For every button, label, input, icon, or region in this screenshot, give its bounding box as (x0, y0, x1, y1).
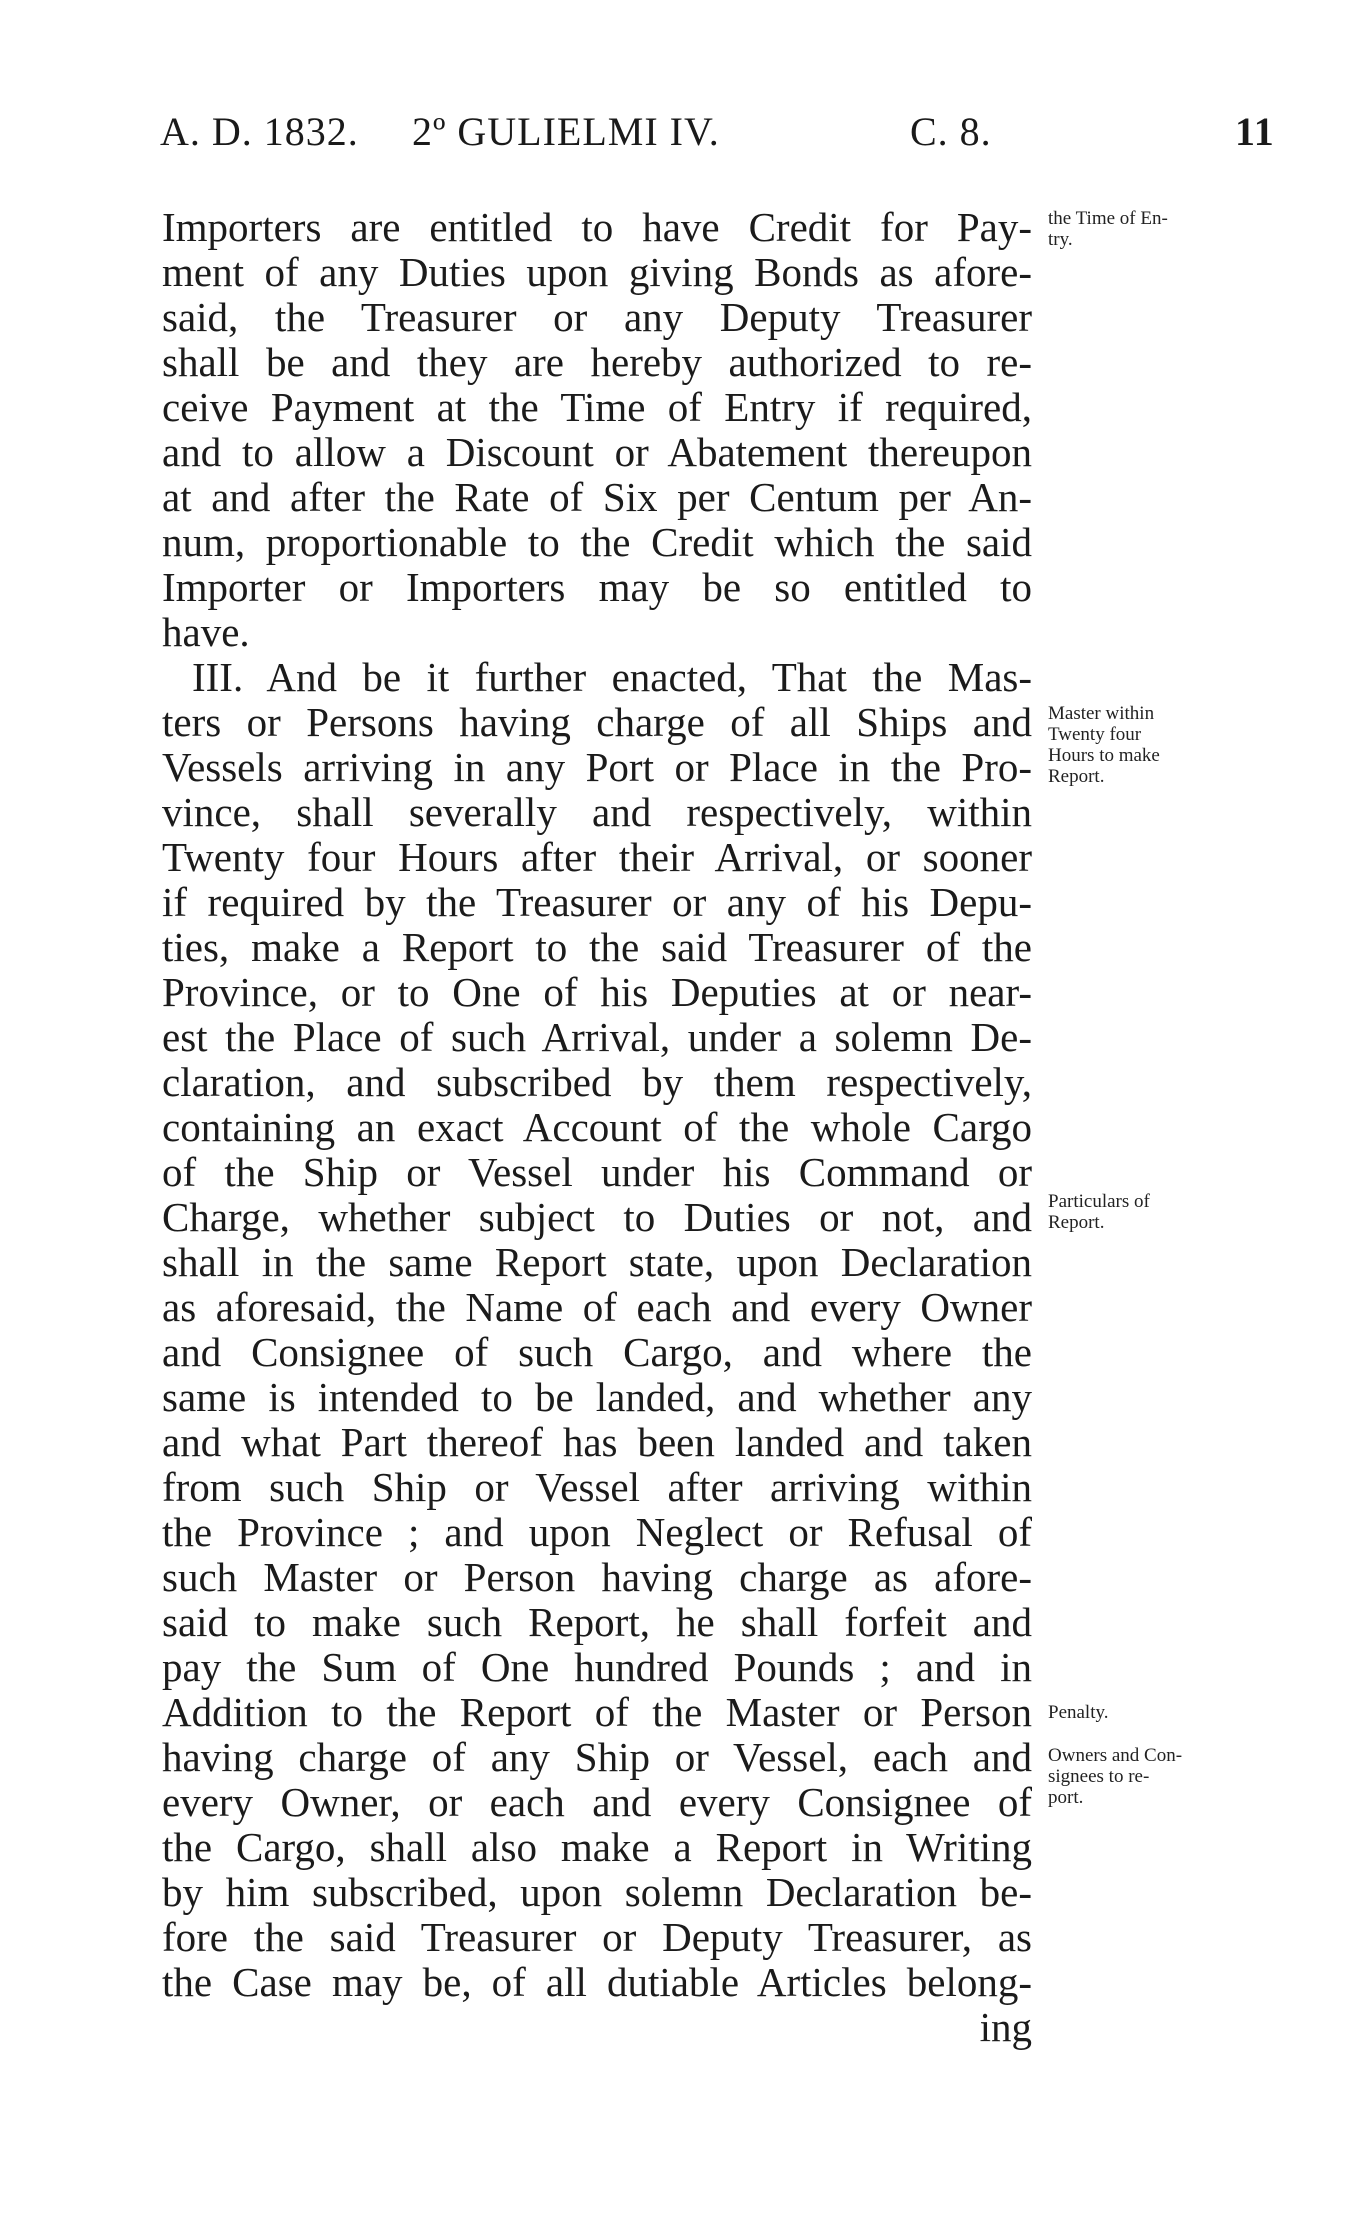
margin-note-line: port. (1048, 1787, 1084, 1808)
text-line: such Master or Person having charge as afore- (162, 1555, 1032, 1600)
margin-note-time-of-entry (1048, 208, 1258, 250)
text-line: Charge, whether subject to Duties or not, and (162, 1195, 1032, 1240)
margin-note-line: Hours to make (1048, 745, 1160, 766)
text-line: Twenty four Hours after their Arrival, or sooner (162, 835, 1032, 880)
text-line: the Province ; and upon Neglect or Refusal of (162, 1510, 1032, 1555)
text-line: ties, make a Report to the said Treasurer of the (162, 925, 1032, 970)
text-line: at and after the Rate of Six per Centum per An- (162, 475, 1032, 520)
margin-note-line: Owners and Con- (1048, 1745, 1183, 1766)
text-line: vince, shall severally and respectively, within (162, 790, 1032, 835)
text-line: claration, and subscribed by them respectively, (162, 1060, 1032, 1105)
text-line: containing an exact Account of the whole Cargo (162, 1105, 1032, 1150)
text-line: ment of any Duties upon giving Bonds as afore- (162, 250, 1032, 295)
text-line: having charge of any Ship or Vessel, each and (162, 1735, 1032, 1780)
margin-note-line: Twenty four (1048, 724, 1142, 745)
text-line: fore the said Treasurer or Deputy Treasurer, as (162, 1915, 1032, 1960)
statute-body-text (162, 205, 1032, 2050)
text-line: ters or Persons having charge of all Ships and (162, 700, 1032, 745)
margin-note-line: Report. (1048, 1212, 1105, 1233)
text-line: by him subscribed, upon solemn Declaration be- (162, 1870, 1032, 1915)
margin-note-master-report (1048, 703, 1258, 787)
section-start-line: III. And be it further enacted, That the Mas- (192, 655, 1032, 700)
text-line: Importers are entitled to have Credit for Pay- (162, 205, 1032, 250)
text-line: Addition to the Report of the Master or Person (162, 1690, 1032, 1735)
text-line: the Cargo, shall also make a Report in Writing (162, 1825, 1032, 1870)
text-line: from such Ship or Vessel after arriving within (162, 1465, 1032, 1510)
text-line: the Case may be, of all dutiable Articles belong- (162, 1960, 1032, 2005)
text-line: if required by the Treasurer or any of his Depu- (162, 880, 1032, 925)
text-line: Province, or to One of his Deputies at or near- (162, 970, 1032, 1015)
text-line: as aforesaid, the Name of each and every Owner (162, 1285, 1032, 1330)
text-line: said to make such Report, he shall forfeit and (162, 1600, 1032, 1645)
margin-note-line: try. (1048, 229, 1073, 250)
text-line: and what Part thereof has been landed and taken (162, 1420, 1032, 1465)
header-year: A. D. 1832. (160, 109, 359, 154)
margin-note-line: Master within (1048, 703, 1155, 724)
margin-note-line: Particulars of (1048, 1191, 1150, 1212)
running-header (160, 108, 1275, 158)
page-number: 11 (1235, 109, 1275, 154)
margin-note-particulars (1048, 1191, 1258, 1233)
text-line: and Consignee of such Cargo, and where the (162, 1330, 1032, 1375)
margin-note-penalty (1048, 1702, 1258, 1723)
text-line: of the Ship or Vessel under his Command or (162, 1150, 1032, 1195)
text-line: pay the Sum of One hundred Pounds ; and in (162, 1645, 1032, 1690)
text-line: every Owner, or each and every Consignee of (162, 1780, 1032, 1825)
text-line: Importer or Importers may be so entitled to (162, 565, 1032, 610)
text-line: Vessels arriving in any Port or Place in the Pro- (162, 745, 1032, 790)
catchword: ing (979, 2005, 1032, 2050)
margin-note-line: signees to re- (1048, 1766, 1150, 1787)
margin-note-owners-consignees (1048, 1745, 1258, 1808)
header-chapter: C. 8. (910, 109, 992, 154)
text-line: shall be and they are hereby authorized to re- (162, 340, 1032, 385)
text-line: same is intended to be landed, and whether any (162, 1375, 1032, 1420)
text-line: ceive Payment at the Time of Entry if required, (162, 385, 1032, 430)
margin-note-line: the Time of En- (1048, 208, 1168, 229)
text-line: and to allow a Discount or Abatement thereupon (162, 430, 1032, 475)
text-line: num, proportionable to the Credit which the said (162, 520, 1032, 565)
text-line: shall in the same Report state, upon Declaration (162, 1240, 1032, 1285)
text-line: have. (162, 610, 250, 655)
text-line: est the Place of such Arrival, under a solemn De- (162, 1015, 1032, 1060)
header-regnal-title: 2º GULIELMI IV. (412, 109, 720, 154)
margin-note-line: Report. (1048, 766, 1105, 787)
text-line: said, the Treasurer or any Deputy Treasurer (162, 295, 1032, 340)
margin-note-line: Penalty. (1048, 1702, 1109, 1723)
